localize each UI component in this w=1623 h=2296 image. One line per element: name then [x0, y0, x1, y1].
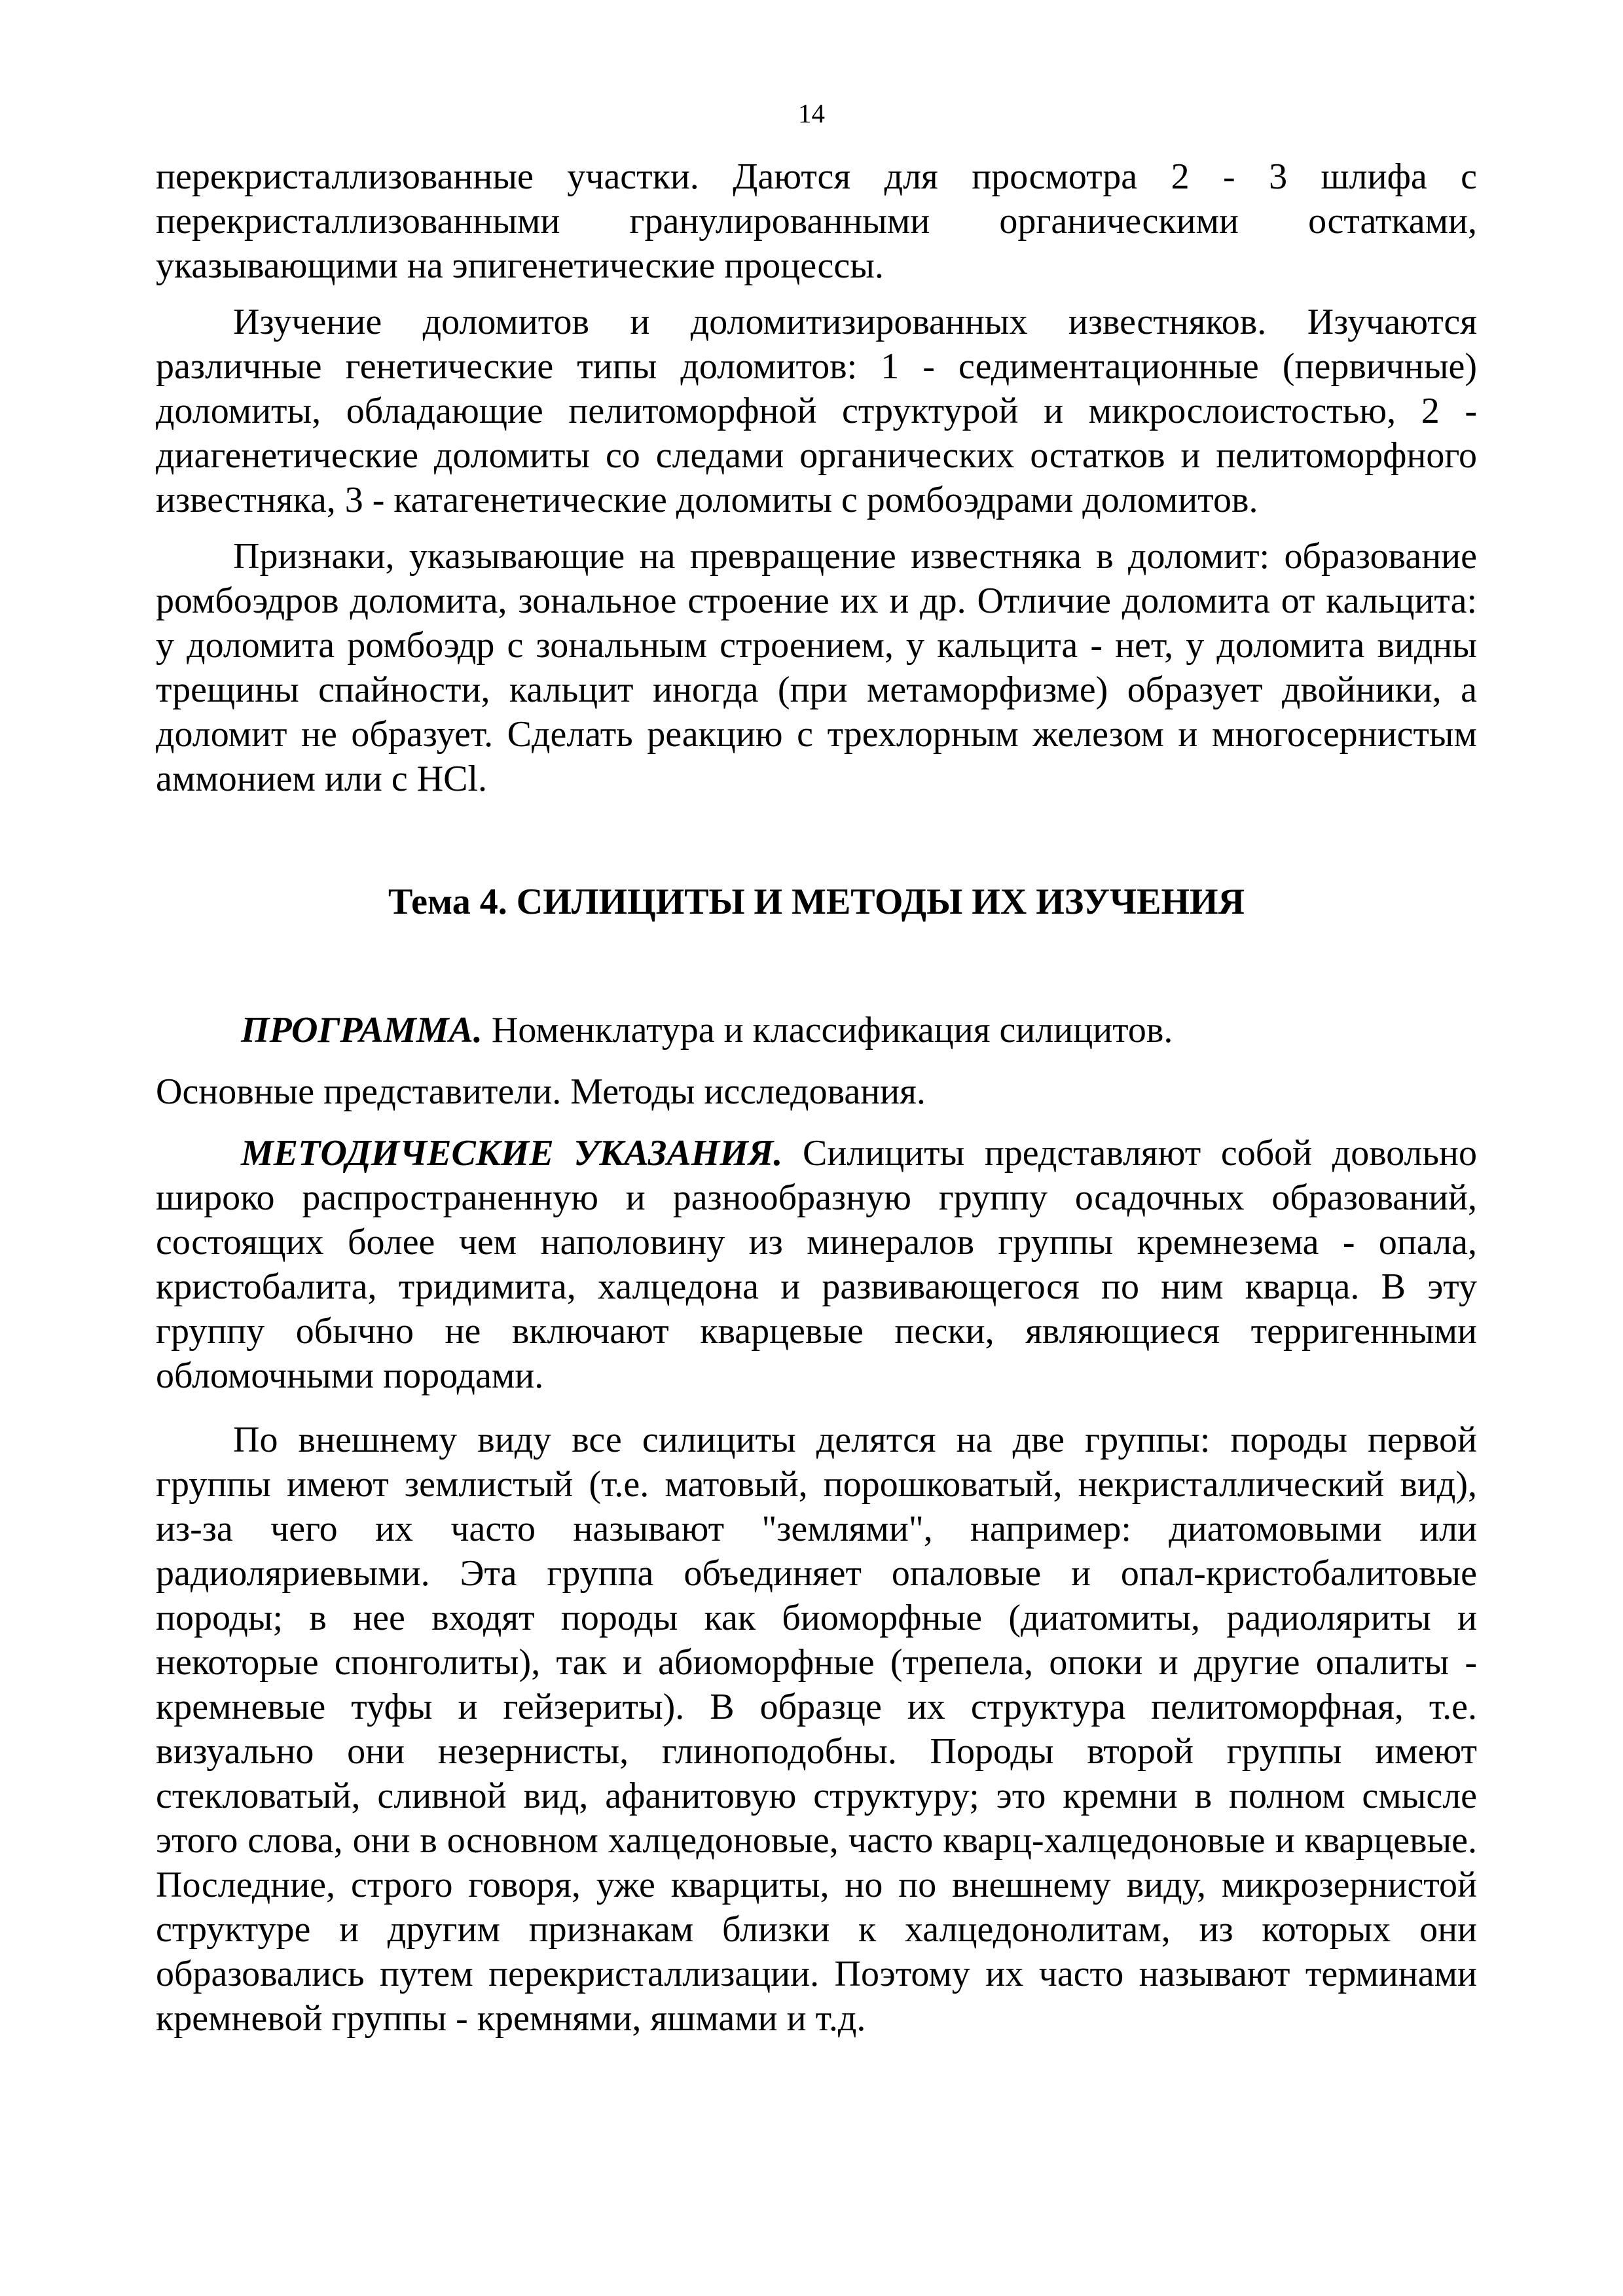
- methods-paragraph: [156, 1131, 1477, 1398]
- paragraph-dolomite-study: Изучение доломитов и доломитизированных известняков. Изучаются различные генетические типы доломитов: 1 - седиментационные (первичные) доломиты, обладающие пелитоморфной структурой и микрослоистостью, 2 - диагенетические доломиты со следами органических остатков и пелитоморфного известняка, 3 - катагенетические доломиты с ромбоэдрами доломитов.: [156, 302, 1477, 520]
- section-heading: Тема 4. СИЛИЦИТЫ И МЕТОДЫ ИХ ИЗУЧЕНИЯ: [388, 882, 1245, 922]
- paragraph-silicite-groups: По внешнему виду все силициты делятся на две группы: породы первой группы имеют землистый (т.е. матовый, порошковатый, некристаллический вид), из-за чего их часто называют "землями", например: диатомовыми или радиоляриевыми. Эта группа объединяет опаловые и опал-кристобалитовые породы; в нее входят породы как биоморфные (диатомиты, радиоляриты и некоторые спонголиты), так и абиоморфные (трепела, опоки и другие опалиты - кремневые туфы и гейзериты). В образце их структура пелитоморфная, т.е. визуально они незернисты, глиноподобны. Породы второй группы имеют стекловатый, сливной вид, афанитовую структуру; это кремни в полном смысле этого слова, они в основном халцедоновые, часто кварц-халцедоновые и кварцевые. Последние, строго говоря, уже кварциты, но по внешнему виду, микрозернистой структуре и другим признакам близки к халцедонолитам, из которых они образовались путем перекристаллизации. Поэтому их часто называют терминами кремневой группы - кремнями, яшмами и т.д.: [156, 1420, 1477, 2039]
- program-continuation: Основные представители. Методы исследования.: [156, 1071, 926, 1112]
- paragraph-dolomite-signs: Признаки, указывающие на превращение известняка в доломит: образование ромбоэдров доломита, зональное строение их и др. Отличие доломита от кальцита: у доломита ромбоэдр с зональным строением, у кальцита - нет, у доломита видны трещины спайности, кальцит иногда (при метаморфизме) образует двойники, а доломит не образует. Сделать реакцию с трехлорным железом и многосернистым аммонием или с HCl.: [156, 536, 1477, 799]
- page-number: 14: [798, 98, 825, 128]
- program-text: Номенклатура и классификация силицитов.: [482, 1010, 1173, 1050]
- methods-label: МЕТОДИЧЕСКИЕ УКАЗАНИЯ.: [241, 1133, 783, 1174]
- paragraph-continuation: перекристаллизованные участки. Даются для просмотра 2 - 3 шлифа с перекристаллизованными гранулированными органическими остатками, указывающими на эпигенетические процессы.: [156, 156, 1477, 286]
- page-body: [156, 154, 1477, 2053]
- program-label: ПРОГРАММА.: [241, 1010, 483, 1050]
- methods-text: Силициты представляют собой довольно широко распространенную и разнообразную группу осадочных образований, состоящих более чем наполовину из минералов группы кремнезема - опала, кристобалита, тридимита, халцедона и развивающегося по ним кварца. В эту группу обычно не включают кварцевые пески, являющиеся терригенными обломочными породами.: [156, 1133, 1478, 1396]
- program-paragraph: [156, 1008, 1477, 1052]
